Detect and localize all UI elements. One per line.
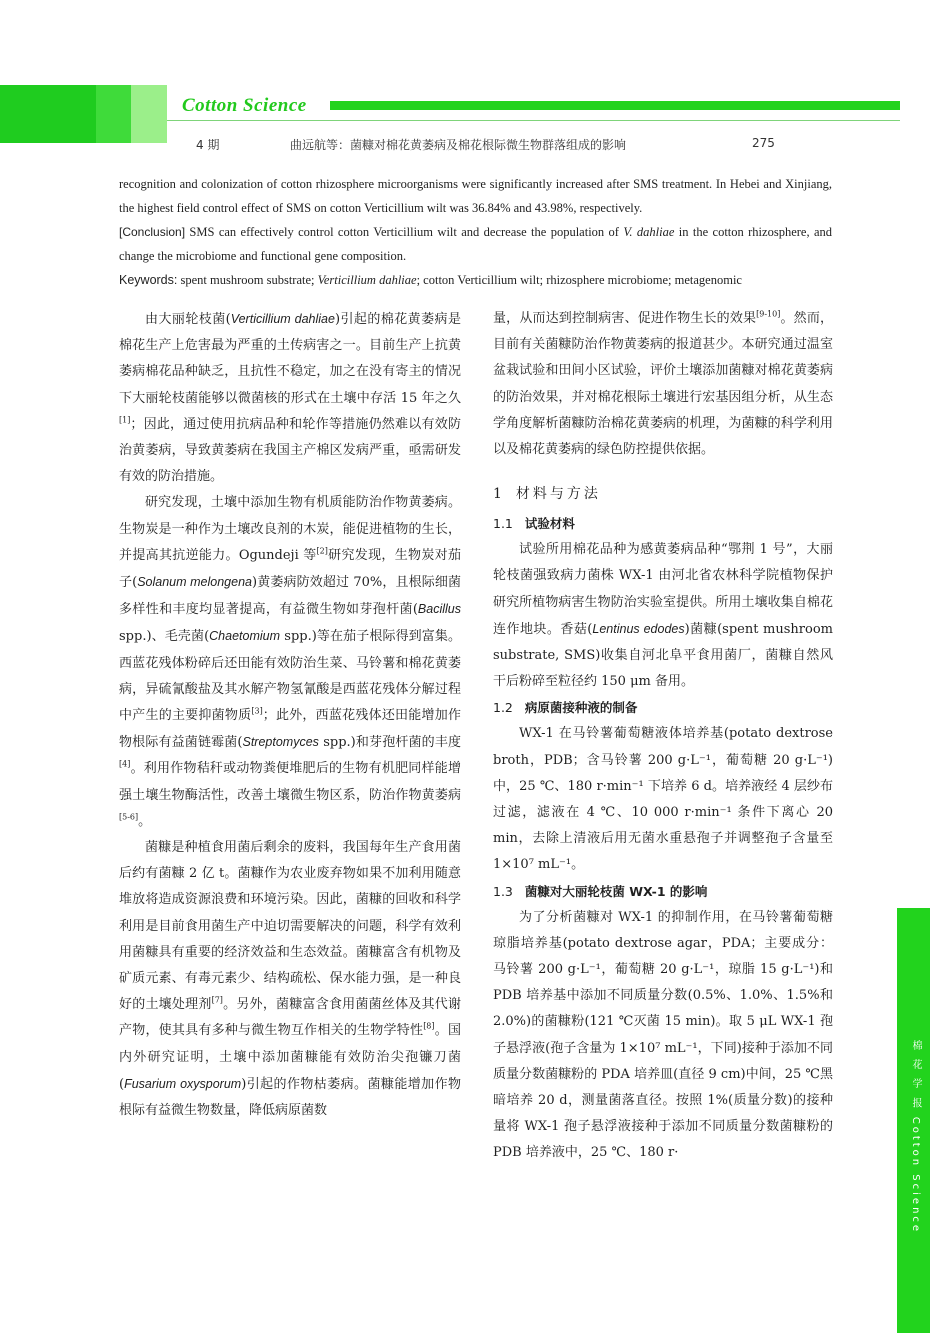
abstract-conclusion: [Conclusion] SMS can effectively control cotton Verticillium wilt and decrease the population of V. dahliae in the cotton rhizosphere, and change the microbiome and functional gene composition. <box>119 225 833 263</box>
species-name: Chaetomium <box>209 629 281 644</box>
citation: [5-6] <box>119 812 139 822</box>
subsection-heading: 1.2 病原菌接种液的制备 <box>493 700 638 716</box>
citation: [7] <box>211 995 223 1005</box>
paragraph: 量，从而达到控制病害、促进作物生长的效果[9-10]。然而，目前有关菌糠防治作物黄萎病的报道甚少。本研究通过温室盆栽试验和田间小区试验，评价土壤添加菌糠对棉花黄萎病的防治效果，并对棉花根际土壤进行宏基因组分析，从生态学角度解析菌糠防治棉花黄萎病的机理，为菌糠的科学利用以及棉花黄萎病的绿色防控提供依据。 <box>493 309 833 458</box>
side-tab-label: 棉 花 学 报 Cotton Science <box>910 1040 921 1235</box>
citation: [2] <box>316 546 328 556</box>
paragraph: 为了分析菌糠对 WX-1 的抑制作用，在马铃薯葡萄糖琼脂培养基(potato dextrose agar，PDA；主要成分：马铃薯 200 g·L⁻¹，葡萄糖 20 g·L⁻¹，琼脂 15 g·L⁻¹)和 PDB 培养基中添加不同质量分数(0.5%、1.0%、1.5%和 2.0%)的菌糠粉(121 ℃灭菌 15 min)。取 5 μL WX-1 孢子悬浮液(孢子含量为 1×10⁷ mL⁻¹，下同)接种于添加不同质量分数菌糠粉的 PDA 培养皿(直径 9 cm)中间，25 ℃黑暗培养 20 d，测量菌落直径。按照 1%(质量分数)的接种量将 WX-1 孢子悬浮液接种于添加不同质量分数菌糠粉的 PDB 培养液中，25 ℃、180 r· <box>493 909 833 1161</box>
header-band-light <box>131 85 167 143</box>
page-number: 275 <box>752 136 775 150</box>
paragraph: WX-1 在马铃薯葡萄糖液体培养基(potato dextrose broth，PDB；含马铃薯 200 g·L⁻¹，葡萄糖 20 g·L⁻¹)中，25 ℃、180 r·min⁻¹ 下培养 6 d。培养液经 4 层纱布过滤，滤液在 4 ℃、10 000 r·min⁻¹ 条件下离心 20 min，去除上清液后用无菌水重悬孢子并调整孢子含量至 1×10⁷ mL⁻¹。 <box>493 726 833 873</box>
journal-brand: Cotton Science <box>182 95 307 116</box>
citation: [4] <box>119 760 131 770</box>
right-column <box>493 306 833 1167</box>
citation: [3] <box>251 706 263 716</box>
subsection-heading: 1.1 试验材料 <box>493 516 575 532</box>
species-name: Fusarium oxysporum <box>124 1076 242 1091</box>
issue-number: 4 期 <box>196 138 220 152</box>
subsection-heading: 1.3 菌糠对大丽轮枝菌 WX-1 的影响 <box>493 883 708 899</box>
header-thin-rule <box>167 120 900 121</box>
paragraph: 研究发现，土壤中添加生物有机质能防治作物黄萎病。生物炭是一种作为土壤改良剂的木炭，能促进植物的生长，并提高其抗逆能力。Ogundeji 等[2]研究发现，生物炭对茄子(Solanum melongena)黄萎病防效超过 70%，且根际细菌多样性和丰度均显著提高，有益微生物如芽孢杆菌(Bacillus spp.)、毛壳菌(Chaetomium spp.)等在茄子根际得到富集。西蓝花残体粉碎后还田能有效防治生菜、马铃薯和棉花黄萎病，异硫氰酸盐及其水解产物氢氰酸是西蓝花残体分解过程中产生的主要抑菌物质[3]；此外，西蓝花残体还田能增加作物根际有益菌链霉菌(Streptomyces spp.)和芽孢杆菌的丰度[4]。利用作物秸秆或动物粪便堆肥后的生物有机肥同样能增强土壤生物酶活性，改善土壤微生物区系，防治作物黄萎病[5-6]。 <box>119 495 462 829</box>
abstract-results: recognition and colonization of cotton rhizosphere microorganisms were significantly increased after SMS treatment. In Hebei and Xinjiang, the highest field control effect of SMS on cotton Verticillium wilt was 36.84% and 43.98%, respectively. <box>119 177 832 215</box>
left-column <box>119 306 461 1124</box>
citation: [1] <box>119 415 131 425</box>
species-name: Verticillium dahliae <box>230 312 335 326</box>
species-name: Lentinus edodes <box>592 621 685 636</box>
header-band-dark <box>0 85 96 143</box>
citation: [8] <box>423 1022 435 1032</box>
species-name: Bacillus <box>417 602 461 617</box>
paragraph: 由大丽轮枝菌(Verticillium dahliae)引起的棉花黄萎病是棉花生产上危害最为严重的土传病害之一。目前生产上抗黄萎病棉花品种缺乏，且抗性不稳定，加之在没有寄主的情况下大丽轮枝菌能够以微菌核的形式在土壤中存活 15 年之久[1]；因此，通过使用抗病品种和轮作等措施仍然难以有效防治黄萎病，导致黄萎病在我国主产棉区发病严重，亟需研发有效的防治措施。 <box>119 312 461 485</box>
keywords-label: Keywords: <box>119 273 178 287</box>
paragraph: 试验所用棉花品种为感黄萎病品种“鄂荆 1 号”，大丽轮枝菌强致病力菌株 WX-1 由河北省农林科学院植物保护研究所植物病害生物防治实验室提供。所用土壤收集自棉花连作地块。香菇(Lentinus edodes)菌糠(spent mushroom substrate, SMS)收集自河北阜平食用菌厂，菌糠自然风干后粉碎至粒径约 150 μm 备用。 <box>493 542 833 690</box>
keywords-line: Keywords: spent mushroom substrate; Verticillium dahliae; cotton Verticillium wilt; rhizosphere microbiome; metagenomic <box>119 273 742 287</box>
species-name: Solanum melongena <box>137 575 252 590</box>
citation: [9-10] <box>756 309 781 319</box>
header-rule <box>330 101 900 110</box>
paragraph: 菌糠是种植食用菌后剩余的废料，我国每年生产食用菌后约有菌糠 2 亿 t。菌糠作为农业废弃物如果不加利用随意堆放将造成资源浪费和环境污染。因此，菌糠的回收和科学利用是目前食用菌生产中迫切需要解决的问题，科学有效利用菌糠具有重要的经济效益和生态效益。菌糠富含有机物及矿质元素、有毒元素少、结构疏松、保水能力强，是一种良好的土壤处理剂[7]。另外，菌糠富含食用菌菌丝体及其代谢产物，使其具有多种与微生物互作相关的生物学特性[8]。国内外研究证明，土壤中添加菌糠能有效防治尖孢镰刀菌(Fusarium oxysporum)引起的作物枯萎病。菌糠能增加作物根际有益微生物数量，降低病原菌数 <box>119 840 461 1119</box>
conclusion-tag: [Conclusion] <box>119 225 186 239</box>
species-name: Verticillium dahliae <box>317 273 417 287</box>
running-title: 曲远航等：菌糠对棉花黄萎病及棉花根际微生物群落组成的影响 <box>290 138 627 152</box>
species-name: V. dahliae <box>623 225 675 239</box>
abstract-block <box>119 172 832 292</box>
section-heading: 1 材料与方法 <box>493 486 601 503</box>
header-band-mid <box>96 85 131 143</box>
species-name: Streptomyces <box>242 735 319 750</box>
